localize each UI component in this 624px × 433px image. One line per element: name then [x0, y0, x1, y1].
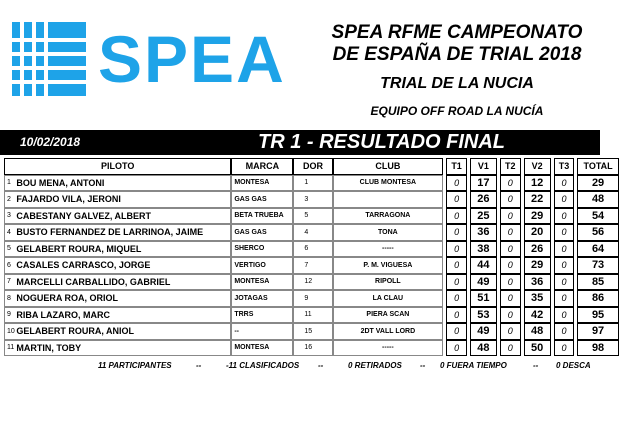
- results-banner: [0, 130, 600, 155]
- event-date: 10/02/2018: [20, 135, 81, 149]
- organizer-name: EQUIPO OFF ROAD LA NUCÍA: [370, 104, 544, 118]
- total-score: 29: [577, 175, 618, 192]
- time-penalty-3: 0: [554, 323, 575, 340]
- summary-footer: [0, 359, 620, 373]
- time-penalty-2: 0: [500, 175, 521, 192]
- time-penalty-2: 0: [500, 274, 521, 291]
- time-penalty-1: 0: [446, 241, 467, 258]
- table-row: [4, 290, 624, 307]
- total-score: 97: [577, 323, 618, 340]
- rider-club: PIERA SCAN: [333, 307, 444, 324]
- footer-separator: --: [533, 361, 539, 370]
- lap-score-1: 17: [470, 175, 497, 192]
- time-penalty-2: 0: [500, 290, 521, 307]
- lap-score-2: 29: [524, 257, 551, 274]
- lap-score-1: 49: [470, 323, 497, 340]
- rider-bib-number: 1: [293, 175, 332, 192]
- time-penalty-2: 0: [500, 208, 521, 225]
- position-number: 4: [4, 224, 14, 241]
- time-penalty-3: 0: [554, 340, 575, 357]
- lap-score-1: 25: [470, 208, 497, 225]
- classified-count: -11 CLASIFICADOS: [226, 361, 300, 370]
- logo-stripe: [44, 22, 48, 96]
- position-number: 6: [4, 257, 14, 274]
- time-penalty-1: 0: [446, 274, 467, 291]
- lap-score-2: 20: [524, 224, 551, 241]
- rider-bib-number: 6: [293, 241, 332, 258]
- time-penalty-3: 0: [554, 208, 575, 225]
- rider-name: FAJARDO VILA, JERONI: [14, 191, 231, 208]
- rider-brand: --: [231, 323, 293, 340]
- rider-name: CABESTANY GALVEZ, ALBERT: [14, 208, 231, 225]
- lap-score-1: 53: [470, 307, 497, 324]
- logo-stripe: [12, 38, 86, 42]
- spea-logo-text: SPEA: [98, 22, 286, 96]
- position-number: 11: [4, 340, 14, 357]
- total-score: 73: [577, 257, 618, 274]
- rider-brand: MONTESA: [231, 340, 293, 357]
- rider-bib-number: 9: [293, 290, 332, 307]
- col-header-club: CLUB: [333, 158, 444, 175]
- time-penalty-3: 0: [554, 224, 575, 241]
- lap-score-2: 48: [524, 323, 551, 340]
- table-row: [4, 191, 624, 208]
- rider-bib-number: 5: [293, 208, 332, 225]
- rider-name: MARTIN, TOBY: [14, 340, 231, 357]
- time-penalty-2: 0: [500, 257, 521, 274]
- rider-bib-number: 12: [293, 274, 332, 291]
- time-penalty-1: 0: [446, 323, 467, 340]
- table-row: [4, 257, 624, 274]
- spea-logo: [8, 18, 286, 100]
- rider-club: -----: [333, 241, 444, 258]
- lap-score-1: 49: [470, 274, 497, 291]
- championship-title-line1: SPEA RFME CAMPEONATO: [331, 22, 583, 43]
- rider-brand: MONTESA: [231, 274, 293, 291]
- rider-bib-number: 3: [293, 191, 332, 208]
- rider-brand: GAS GAS: [231, 191, 293, 208]
- rider-club: P. M. VIGUESA: [333, 257, 444, 274]
- position-number: 5: [4, 241, 14, 258]
- lap-score-1: 51: [470, 290, 497, 307]
- time-penalty-1: 0: [446, 307, 467, 324]
- logo-stripe: [32, 22, 36, 96]
- lap-score-1: 48: [470, 340, 497, 357]
- time-penalty-2: 0: [500, 307, 521, 324]
- table-row: [4, 274, 624, 291]
- total-score: 86: [577, 290, 618, 307]
- rider-name: MARCELLI CARBALLIDO, GABRIEL: [14, 274, 231, 291]
- time-penalty-1: 0: [446, 208, 467, 225]
- rider-brand: JOTAGAS: [231, 290, 293, 307]
- rider-bib-number: 7: [293, 257, 332, 274]
- col-header-t1: T1: [446, 158, 467, 175]
- time-penalty-3: 0: [554, 290, 575, 307]
- rider-brand: SHERCO: [231, 241, 293, 258]
- table-row: [4, 224, 624, 241]
- col-header-v1: V1: [470, 158, 497, 175]
- rider-club: [333, 191, 444, 208]
- disqualified-count: 0 DESCA: [556, 361, 591, 370]
- rider-name: BOU MENA, ANTONI: [14, 175, 231, 192]
- participants-count: 11 PARTICIPANTES: [98, 361, 172, 370]
- col-header-t3: T3: [554, 158, 575, 175]
- results-title: TR 1 - RESULTADO FINAL: [258, 131, 506, 153]
- championship-title-line2: DE ESPAÑA DE TRIAL 2018: [332, 44, 582, 65]
- total-score: 56: [577, 224, 618, 241]
- total-score: 48: [577, 191, 618, 208]
- lap-score-2: 42: [524, 307, 551, 324]
- lap-score-2: 26: [524, 241, 551, 258]
- logo-stripe: [12, 52, 86, 56]
- col-header-marca: MARCA: [231, 158, 293, 175]
- position-number: 3: [4, 208, 14, 225]
- rider-brand: BETA TRUEBA: [231, 208, 293, 225]
- rider-club: LA CLAU: [333, 290, 444, 307]
- logo-stripe: [12, 66, 86, 70]
- lap-score-2: 22: [524, 191, 551, 208]
- time-penalty-3: 0: [554, 241, 575, 258]
- total-score: 98: [577, 340, 618, 357]
- lap-score-1: 38: [470, 241, 497, 258]
- table-row: [4, 175, 624, 192]
- rider-bib-number: 15: [293, 323, 332, 340]
- time-penalty-1: 0: [446, 191, 467, 208]
- rider-bib-number: 4: [293, 224, 332, 241]
- lap-score-2: 50: [524, 340, 551, 357]
- lap-score-2: 35: [524, 290, 551, 307]
- time-penalty-2: 0: [500, 340, 521, 357]
- time-penalty-1: 0: [446, 175, 467, 192]
- out-of-time-count: 0 FUERA TIEMPO: [440, 361, 507, 370]
- table-row: [4, 208, 624, 225]
- event-name: TRIAL DE LA NUCIA: [380, 75, 534, 92]
- time-penalty-1: 0: [446, 224, 467, 241]
- results-table: [4, 158, 624, 356]
- total-score: 54: [577, 208, 618, 225]
- position-number: 9: [4, 307, 14, 324]
- position-number: 10: [4, 323, 14, 340]
- rider-brand: TRRS: [231, 307, 293, 324]
- rider-name: CASALES CARRASCO, JORGE: [14, 257, 231, 274]
- time-penalty-2: 0: [500, 224, 521, 241]
- col-header-t2: T2: [500, 158, 521, 175]
- logo-stripe: [12, 80, 86, 84]
- table-row: [4, 340, 624, 357]
- time-penalty-3: 0: [554, 175, 575, 192]
- total-score: 85: [577, 274, 618, 291]
- time-penalty-3: 0: [554, 257, 575, 274]
- table-row: [4, 323, 624, 340]
- rider-club: TONA: [333, 224, 444, 241]
- lap-score-2: 29: [524, 208, 551, 225]
- footer-separator: --: [196, 361, 202, 370]
- table-header-row: [4, 158, 624, 175]
- time-penalty-2: 0: [500, 191, 521, 208]
- spea-logo-mark: [12, 22, 86, 96]
- col-header-v2: V2: [524, 158, 551, 175]
- rider-bib-number: 16: [293, 340, 332, 357]
- rider-name: RIBA LAZARO, MARC: [14, 307, 231, 324]
- table-row: [4, 307, 624, 324]
- position-number: 2: [4, 191, 14, 208]
- time-penalty-1: 0: [446, 290, 467, 307]
- position-number: 8: [4, 290, 14, 307]
- footer-separator: --: [318, 361, 324, 370]
- rider-brand: MONTESA: [231, 175, 293, 192]
- lap-score-1: 36: [470, 224, 497, 241]
- lap-score-1: 44: [470, 257, 497, 274]
- lap-score-1: 26: [470, 191, 497, 208]
- time-penalty-3: 0: [554, 307, 575, 324]
- col-header-piloto: PILOTO: [4, 158, 231, 175]
- rider-club: 2DT VALL LORD: [333, 323, 444, 340]
- logo-stripe: [20, 22, 24, 96]
- lap-score-2: 12: [524, 175, 551, 192]
- position-number: 7: [4, 274, 14, 291]
- time-penalty-2: 0: [500, 323, 521, 340]
- time-penalty-1: 0: [446, 257, 467, 274]
- col-header-dor: DOR: [293, 158, 332, 175]
- col-header-total: TOTAL: [577, 158, 618, 175]
- event-header: [318, 22, 596, 119]
- position-number: 1: [4, 175, 14, 192]
- rider-name: BUSTO FERNANDEZ DE LARRINOA, JAIME: [14, 224, 231, 241]
- rider-name: NOGUERA ROA, ORIOL: [14, 290, 231, 307]
- time-penalty-2: 0: [500, 241, 521, 258]
- lap-score-2: 36: [524, 274, 551, 291]
- time-penalty-1: 0: [446, 340, 467, 357]
- retired-count: 0 RETIRADOS: [348, 361, 402, 370]
- rider-club: -----: [333, 340, 444, 357]
- time-penalty-3: 0: [554, 274, 575, 291]
- rider-brand: VERTIGO: [231, 257, 293, 274]
- rider-brand: GAS GAS: [231, 224, 293, 241]
- rider-club: RIPOLL: [333, 274, 444, 291]
- rider-name: GELABERT ROURA, ANIOL: [14, 323, 231, 340]
- rider-club: CLUB MONTESA: [333, 175, 444, 192]
- total-score: 95: [577, 307, 618, 324]
- footer-separator: --: [420, 361, 426, 370]
- rider-bib-number: 11: [293, 307, 332, 324]
- total-score: 64: [577, 241, 618, 258]
- time-penalty-3: 0: [554, 191, 575, 208]
- table-row: [4, 241, 624, 258]
- rider-club: TARRAGONA: [333, 208, 444, 225]
- rider-name: GELABERT ROURA, MIQUEL: [14, 241, 231, 258]
